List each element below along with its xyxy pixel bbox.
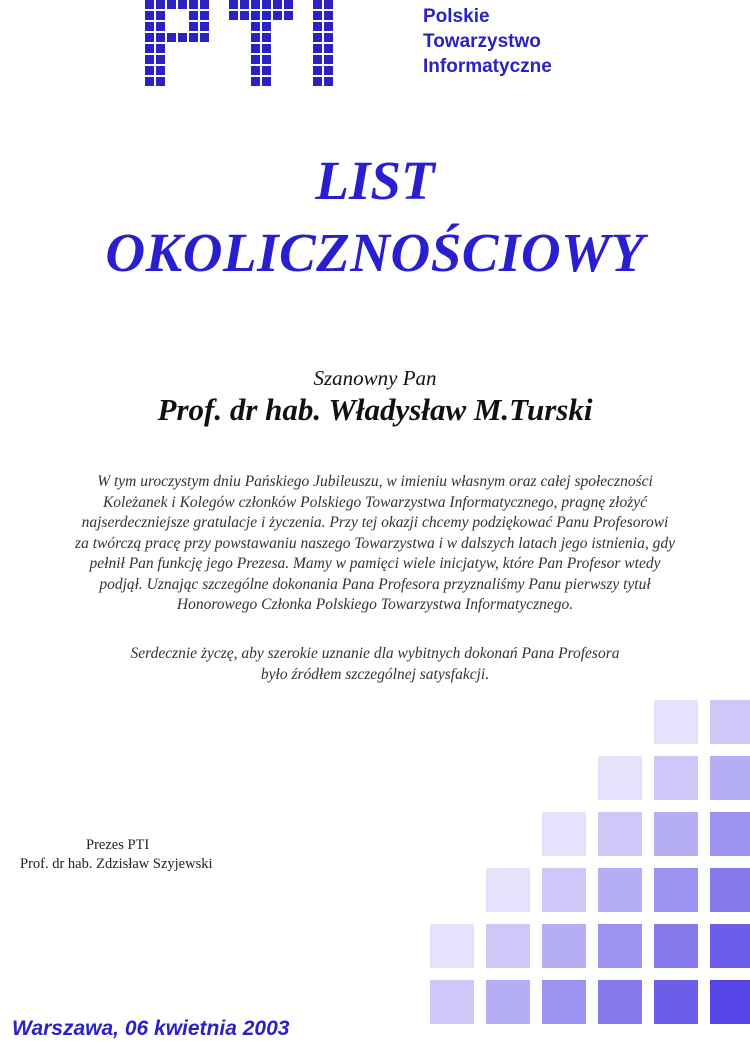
logo-pixel [313, 22, 322, 31]
decorative-square [542, 812, 586, 856]
logo-pixel [313, 33, 322, 42]
recipient-name: Prof. dr hab. Władysław M.Turski [157, 392, 593, 427]
decorative-square [430, 924, 474, 968]
decorative-square [598, 812, 642, 856]
logo-pixel [262, 77, 271, 86]
decorative-square [654, 980, 698, 1024]
logo-pixel [240, 11, 249, 20]
logo-pixel [273, 11, 282, 20]
decorative-square [654, 868, 698, 912]
logo-pixel [156, 0, 165, 9]
logo-pixel [284, 0, 293, 9]
body-line: podjął. Uznając szczególne dokonania Pana Profesora przyznaliśmy Panu pierwszy tytuł [99, 575, 651, 593]
decorative-square [710, 868, 750, 912]
signature-name: Prof. dr hab. Zdzisław Szyjewski [20, 856, 213, 872]
logo-pixel [145, 33, 154, 42]
logo-pixel [313, 44, 322, 53]
logo-pixel [262, 0, 271, 9]
decorative-square [710, 924, 750, 968]
signature-title: Prezes PTI [86, 837, 150, 853]
logo-pixel [313, 55, 322, 64]
document-title-line-2: OKOLICZNOŚCIOWY [105, 222, 645, 283]
salutation: Szanowny Pan [313, 366, 437, 390]
logo-pixel [251, 22, 260, 31]
decorative-square [654, 700, 698, 744]
logo-pixel [262, 55, 271, 64]
body-line: pełnił Pan funkcję jego Prezesa. Mamy w pamięci wiele inicjatyw, które Pan Profesor wtedy [89, 555, 661, 572]
logo-pixel [189, 0, 198, 9]
logo-pixel [145, 55, 154, 64]
logo-pixel [251, 55, 260, 64]
logo-pixel [145, 77, 154, 86]
decorative-square [710, 700, 750, 744]
logo-pixel [324, 33, 333, 42]
logo-pixel [156, 66, 165, 75]
org-name-line: Informatyczne [423, 56, 552, 77]
logo-pixel [189, 11, 198, 20]
decorative-square [710, 812, 750, 856]
document-title-line-1: LIST [315, 150, 435, 211]
logo-pixel [262, 44, 271, 53]
decorative-square [542, 868, 586, 912]
logo-pixel [240, 0, 249, 9]
decorative-square [430, 980, 474, 1024]
logo-pixel [145, 44, 154, 53]
logo-pixel [200, 33, 209, 42]
decorative-square [486, 980, 530, 1024]
logo-pixel [200, 22, 209, 31]
logo-pixel [313, 77, 322, 86]
logo-pixel [284, 11, 293, 20]
logo-pixel [324, 44, 333, 53]
org-name-line: Polskie [423, 6, 490, 27]
logo-pixel [145, 22, 154, 31]
logo-pixel [156, 55, 165, 64]
logo-pixel [156, 11, 165, 20]
logo-pixel [251, 77, 260, 86]
body-line: za twórczą pracę przy powstawaniu naszego Towarzystwa i w dalszych latach jego istnienia, gdy [75, 534, 675, 552]
org-name-line: Towarzystwo [423, 31, 541, 52]
logo-pixel [251, 44, 260, 53]
decorative-square [598, 924, 642, 968]
decorative-square [654, 812, 698, 856]
logo-pixel [178, 0, 187, 9]
decorative-square [710, 980, 750, 1024]
logo-pixel [189, 22, 198, 31]
logo-pixel [262, 66, 271, 75]
logo-pixel [189, 33, 198, 42]
logo-pixel [324, 22, 333, 31]
logo-pixel [167, 33, 176, 42]
decorative-square [710, 756, 750, 800]
decorative-square [598, 868, 642, 912]
logo-pixel [229, 11, 238, 20]
closing-line: Serdecznie życzę, aby szerokie uznanie dla wybitnych dokonań Pana Profesora [130, 645, 620, 662]
logo-pixel [200, 0, 209, 9]
letter-closing [0, 644, 750, 685]
body-line: najserdeczniejsze gratulacje i życzenia. Przy tej okazji chcemy podziękować Panu Profesorowi [81, 514, 669, 531]
logo-pixel [167, 0, 176, 9]
logo-pixel [200, 11, 209, 20]
decorative-square [598, 980, 642, 1024]
logo-pixel [324, 11, 333, 20]
logo-pixel [324, 0, 333, 9]
closing-line: było źródłem szczególnej satysfakcji. [260, 665, 490, 683]
decorative-square [598, 756, 642, 800]
body-line: Honorowego Członka Polskiego Towarzystwa Informatycznego. [176, 596, 574, 613]
logo-pixel [156, 22, 165, 31]
decorative-square [542, 924, 586, 968]
logo-pixel [145, 66, 154, 75]
decorative-square [486, 924, 530, 968]
logo-pixel [251, 66, 260, 75]
logo-pixel [324, 77, 333, 86]
logo-pixel [262, 33, 271, 42]
logo-pixel [313, 11, 322, 20]
logo-pixel [156, 33, 165, 42]
decorative-square [654, 756, 698, 800]
organization-name [423, 4, 552, 79]
logo-pixel [313, 66, 322, 75]
signature-block [20, 836, 213, 874]
logo-pixel [251, 0, 260, 9]
logo-pixel [178, 33, 187, 42]
decorative-square [486, 868, 530, 912]
place-and-date: Warszawa, 06 kwietnia 2003 [12, 1017, 290, 1040]
letter-body [0, 472, 750, 616]
logo-pixel [262, 22, 271, 31]
pti-logo [145, 0, 410, 88]
body-line: Koleżanek i Kolegów członków Polskiego Towarzystwa Informatycznego, pragnę złożyć [102, 493, 648, 511]
logo-pixel [324, 66, 333, 75]
logo-pixel [145, 11, 154, 20]
logo-pixel [273, 0, 282, 9]
logo-pixel [251, 33, 260, 42]
decorative-square [654, 924, 698, 968]
logo-pixel [229, 0, 238, 9]
logo-pixel [313, 0, 322, 9]
logo-pixel [262, 11, 271, 20]
logo-pixel [156, 77, 165, 86]
decorative-square [542, 980, 586, 1024]
logo-pixel [324, 55, 333, 64]
body-line: W tym uroczystym dniu Pańskiego Jubileuszu, w imieniu własnym oraz całej społeczności [97, 473, 653, 490]
logo-pixel [145, 0, 154, 9]
logo-pixel [156, 44, 165, 53]
logo-pixel [251, 11, 260, 20]
